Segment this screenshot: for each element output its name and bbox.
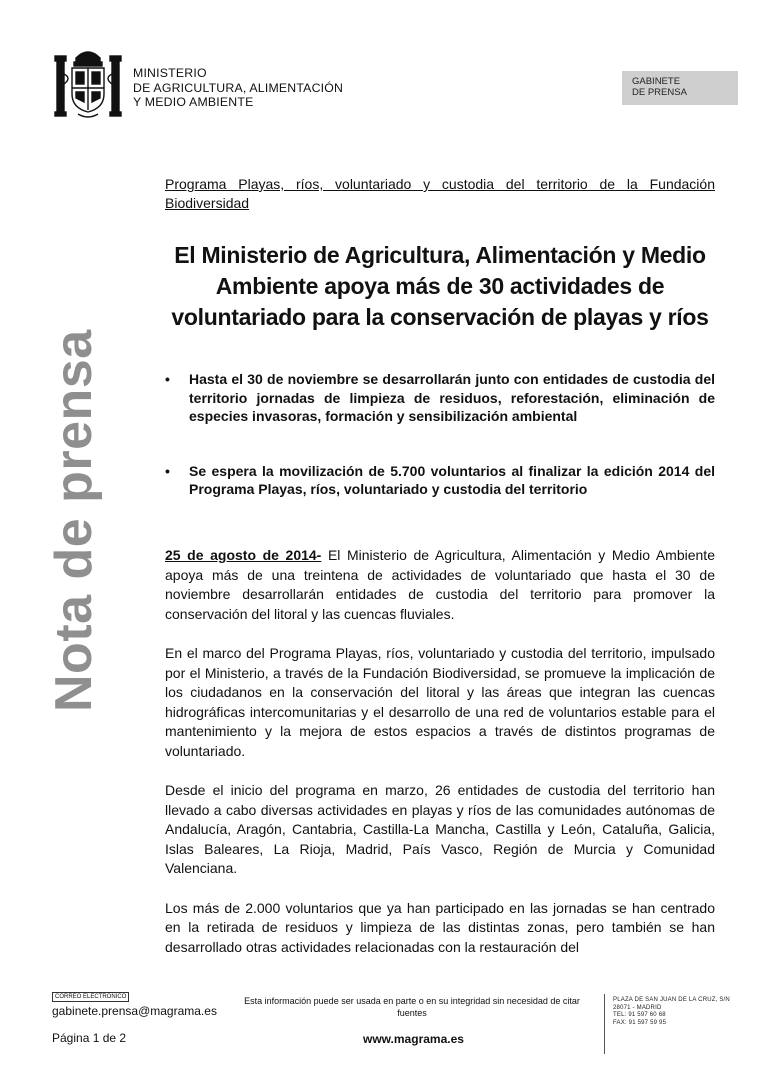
bullet-icon: • [165,462,170,479]
postal-address [613,997,730,1027]
address-line: FAX: 91 597 59 95 [613,1019,667,1026]
paragraph [165,546,715,624]
bullet-item [165,370,715,426]
article-body [165,546,715,977]
headline: El Ministerio de Agricultura, Alimentación y Medio Ambiente apoya más de 30 actividades de voluntariado para la conservación de playas y ríos [171,242,709,330]
address-line: 28071 - MADRID [613,1004,662,1011]
website-link[interactable]: www.magrama.es [363,1032,464,1046]
office-line: DE PRENSA [632,87,687,98]
press-office-label [622,71,738,105]
article-date: 25 de agosto de 2014- [165,547,322,563]
ministry-line: MINISTERIO [133,66,207,80]
program-title: Programa Playas, ríos, voluntariado y custodia del territorio de la Fundación Biodiversidad [165,176,715,211]
side-label: Nota de prensa [45,329,103,712]
coat-of-arms-icon [52,44,124,122]
bullet-text: Hasta el 30 de noviembre se desarrollarán junto con entidades de custodia del territorio jornadas de limpieza de residuos, reforestación, eliminación de especies invasoras, formación y sensibilización ambiental [189,371,715,424]
usage-disclaimer: Esta información puede ser usada en parte o en su integridad sin necesidad de citar fuentes [244,996,580,1018]
address-line: TEL: 91 597 60 68 [613,1012,666,1018]
footer-divider [604,994,605,1054]
paragraph: Los más de 2.000 voluntarios que ya han participado en las jornadas se han centrado en la retirada de residuos y limpieza de las distintas zonas, pero también se han desarrollado otras actividades relacionadas con la restauración del [165,899,715,955]
email-label: CORREO ELECTRÓNICO [52,992,129,1002]
ministry-name [133,66,343,110]
address-line: PLAZA DE SAN JUAN DE LA CRUZ, S/N [613,997,730,1003]
key-points [165,370,715,499]
ministry-line: Y MEDIO AMBIENTE [133,95,254,109]
bullet-icon: • [165,371,170,387]
office-line: GABINETE [632,76,681,87]
email-address[interactable]: gabinete.prensa@magrama.es [52,1004,217,1018]
ministry-line: DE AGRICULTURA, ALIMENTACIÓN [133,80,344,95]
paragraph: En el marco del Programa Playas, ríos, voluntariado y custodia del territorio, impulsado por el Ministerio, a través de la Fundación Biodiversidad, se promueve la implicación de los ciudadanos en la conservación del litoral y las áreas que integran las cuencas hidrográficas intercomunitarias y el desarrollo de una red de voluntarios estable para el mantenimiento y la mejora de estos espacios a través de distintos programas de voluntariado. [165,645,715,759]
page-number: Página 1 de 2 [52,1031,127,1045]
bullet-item [165,462,715,499]
paragraph-text: El Ministerio de Agricultura, Alimentación y Medio Ambiente apoya más de una treintena de actividades de voluntariado que hasta el 30 de noviembre desarrollarán entidades de custodia del territorio para promover la conservación del litoral y las cuencas fluviales. [165,547,715,622]
paragraph: Desde el inicio del programa en marzo, 26 entidades de custodia del territorio han llevado a cabo diversas actividades en playas y ríos de las comunidades autónomas de Andalucía, Aragón, Cantabria, Castilla-La Mancha, Castilla y León, Cataluña, Galicia, Islas Baleares, La Rioja, Madrid, País Vasco, Región de Murcia y Comunidad Valenciana. [165,782,715,876]
bullet-text: Se espera la movilización de 5.700 voluntarios al finalizar la edición 2014 del Programa Playas, ríos, voluntariado y custodia del territorio [189,462,715,497]
